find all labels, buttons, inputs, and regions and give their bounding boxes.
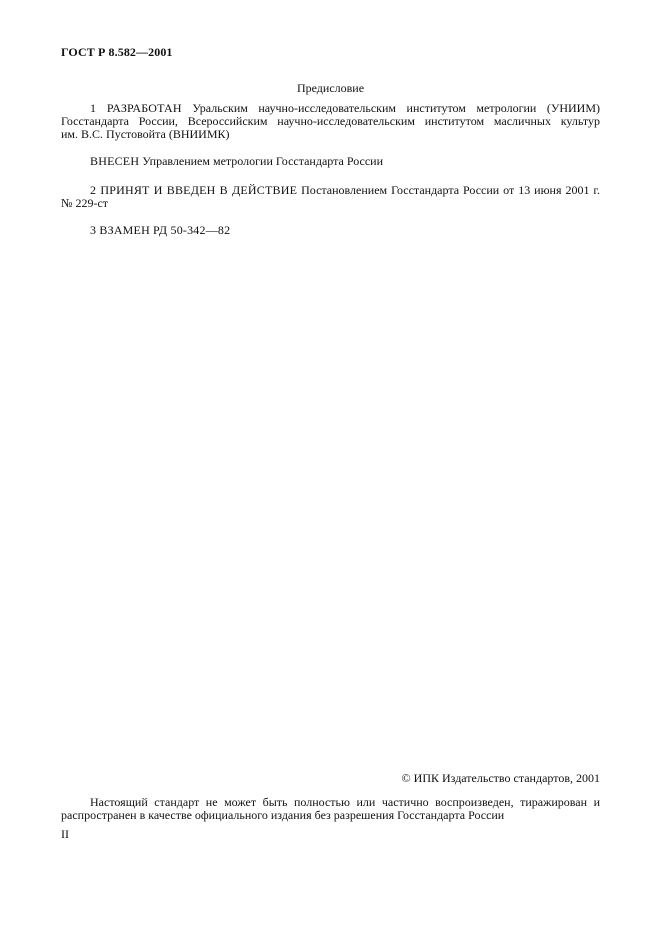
item-introduced-text: Управлением метрологии Госстандарта России [142,154,384,168]
item-introduced [61,155,600,168]
item-introduced-label: ВНЕСЕН [90,154,140,168]
item-adopted-label: 2 ПРИНЯТ И ВВЕДЕН В ДЕЙСТВИЕ [90,183,298,197]
item-developed-line-3: им. В.С. Пустовойта (ВНИИМК) [61,127,230,141]
item-adopted-line-2: № 229-ст [61,196,109,210]
document-code: ГОСТ Р 8.582—2001 [61,45,173,59]
item-developed-line-2: Госстандарта России, Всероссийским научно-исследовательским институтом масличных культур [61,114,600,128]
page-number: II [61,827,69,841]
item-replaces-text: РД 50-342—82 [152,223,231,237]
reproduction-notice [61,796,600,822]
item-developed [61,102,600,141]
item-replaces-line [61,224,600,237]
section-title: Предисловие [296,81,365,95]
item-developed-text: Уральским научно-исследовательским институтом метрологии (УНИИМ) [192,101,601,115]
item-replaces-label: 3 ВЗАМЕН [90,223,150,237]
copyright-notice: © ИПК Издательство стандартов, 2001 [401,771,600,785]
item-replaces [61,224,600,237]
reproduction-notice-line-2: распространен в качестве официального издания без разрешения Госстандарта России [61,808,505,822]
item-adopted-text: Постановлением Госстандарта России от 13 июня 2001 г. [301,183,600,197]
item-adopted [61,184,600,210]
item-developed-label: 1 РАЗРАБОТАН [90,101,182,115]
item-adopted-line-1 [61,184,600,197]
item-introduced-line [61,155,600,168]
reproduction-notice-line-1: Настоящий стандарт не может быть полностью или частично воспроизведен, тиражирован и [90,795,600,809]
